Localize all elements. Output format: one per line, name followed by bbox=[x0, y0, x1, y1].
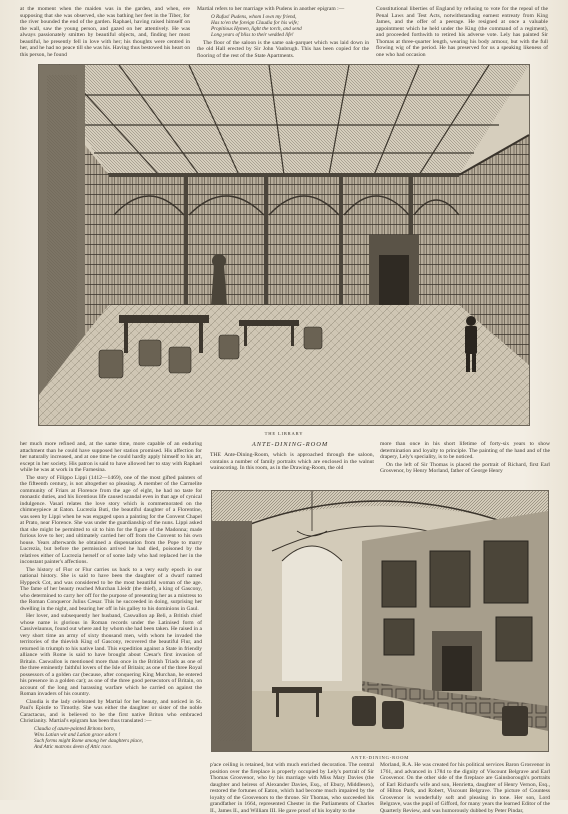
lely-portrait-para: p'ace ceiling is retained, but with much enriched decoration. The central position over the fireplace is properly occupied by Lely's portrait of Sir Thomas Grosvenor, who by his marriage with Miss Mary Davies (the daughter and heiress of Alexander Davies, Esq., of Ebury, Middlesex), restored the fortunes of Eaton, which had become much impaired by the loyalty of the Grosvenors to the throne. Sir Thomas, who succeeded his grandfather in 1664, represented Chester in the Parliaments of Charles II., James II., and William III. He gave proof of his loyalty to the bbox=[210, 762, 374, 814]
claudia-para: Claudia is the lady celebrated by Martial for her beauty, and noticed in St. Paul's Epistle to Timothy. She was either the daughter or sister of the noble Caractacus, and is believed to be the first native Briton who embraced Christianity. Martial's epigram has been thus translated :— bbox=[20, 698, 202, 724]
top-col2-para: The floor of the saloon is the same oak-parquet which was laid down in the old Hall erected by Sir John Vanbrugh. This has been copied for the flooring of the rest of the State Apartments. bbox=[197, 39, 369, 59]
ante-bottom-right-column bbox=[380, 762, 550, 814]
verse-line: Such forms might Rome among her daughters place, bbox=[34, 737, 143, 744]
lippi-para: The story of Filippo Lippi (1412—1469), one of the most gifted painters of the fifteenth century, is not altogether so pleasing. A member of the Carmelite community of Friars at Florence from the age of eight, he had no taste for monastic duties, and his licentious life caused scandal even in that age of cynical indulgence. Vasari relates the love story which is commemorated on the chimneypiece at Eaton. Lucrezia Buti, the beautiful daughter of a Florentine, was seen by Lippi when he was engaged upon a painting for the Convent Chapel at Prato, near Florence. She was under the guardianship of the nuns. Lippi asked that she might be permitted to sit to him for the figure of the Madonna; made furious love to her; and ultimately carried her off from the Convent to his own house. Years afterwards he obtained a dispensation from the Pope to marry Lucrezia, but before the permission arrived he had died, poisoned by the relatives either of Lucrezia herself or of some lady who had replaced her in the inconstant painter's affections. bbox=[20, 474, 202, 565]
top-column-1 bbox=[20, 6, 190, 60]
ante-right-column bbox=[380, 441, 550, 488]
library-caption: THE LIBRARY bbox=[264, 431, 304, 436]
verse-line: Wins Latian wit and Latian grace adorn ! bbox=[34, 731, 121, 738]
ante-caption: ANTE-DINING-ROOM bbox=[350, 755, 410, 760]
verse-line: Claudia of azure-painted Britons born, bbox=[34, 725, 115, 732]
library-engraving bbox=[38, 64, 530, 426]
ante-dining-illustration bbox=[212, 491, 548, 751]
section-heading: ANTE-DINING-ROOM bbox=[251, 441, 329, 448]
top-column-3 bbox=[376, 6, 548, 60]
top-col1-para: at the moment when the maiden was in the garden, and when, ere supposing that she was observed, she was bathing her feet in the Tiber, for the river bounded the end of the garden. Raphael, having raised himself on the wall, saw the young person, and gazed on her attentively. He was always passionately smitten by beautiful objects, and, finding her most beautiful, he presently fell in love with her; his thoughts were centred in her, and he had no peace till she was his. Having thus bestowed his heart on this person, he found bbox=[20, 6, 190, 58]
raphael-para: her much more refined and, at the same time, more capable of an enduring attachment than he could have supposed her station promised. His affection for her naturally increased, and at one time he could hardly apply himself to his art, except in her society. His patron is said to have allowed her to stay with Raphael while he was at work in the Farnesina. bbox=[20, 441, 202, 473]
caswallon-para: Her lover, and subsequently her husband, Caswallon ap Beli, a British chief whose name is glorious in Roman records under the Latinised form of Cassivelaunus, found out where and by whom she had been taken. He raised in a very short time an army of sixty thousand men, with whom he invaded the territories of the thievish King of Gascony, recovered the beautiful Flur, and returned in triumph to his native land. This expedition against a State in friendly alliance with Rome is said to have brought about Cæsar's first invasion of Britain. Caswallon is mentioned more than once in the British Triads as one of the three eminently faithful lovers of the Isle of Britain; as one of the three Royal possessors of a golden car (because, after conquering King Murchan, he entered his presence in a golden car); as one of the three good persecutors of Britain, on account of the long and harassing warfare which he carried on against the Roman invaders of his country. bbox=[20, 613, 202, 697]
claudia-epigram bbox=[34, 726, 202, 750]
lely-para: more than once in his short lifetime of forty-six years to show determination and loyalty to principle. The painting of the hand and of the drapery, Lely's speciality, is to be noticed. bbox=[380, 441, 550, 460]
top-col2-intro: Martial refers to her marriage with Pudens in another epigram :— bbox=[197, 6, 345, 12]
verse-line: Has to'en the foreign Claudia for his wife; bbox=[211, 19, 299, 26]
lower-left-column bbox=[20, 441, 202, 796]
top-column-2 bbox=[197, 6, 369, 60]
ante-bottom-left-column bbox=[210, 762, 374, 814]
ante-intro-para: THE Ante-Dining-Room, which is approached through the saloon, contains a number of family portraits which are enclosed in the walnut wainscoting. In this room, as in the Drawing-Room, the old bbox=[210, 452, 374, 471]
verse-line: Propitious Hymen, light the torch, and send bbox=[211, 25, 302, 32]
verse-line: And Attic matrons deem of Attic race. bbox=[34, 743, 112, 750]
verse-line: Long years of bliss to their wedded life! bbox=[211, 31, 294, 38]
verse-line: O Rufus! Pudens, whom I own my friend, bbox=[211, 13, 297, 20]
morland-para: Morland, R.A. He was created for his political services Baron Grosvenor in 1761, and advanced in 1784 to the dignity of Viscount Belgrave and Earl Grosvenor. On the other side of the fireplace are Gainsborough's portraits of Earl Richard's wife and son, Henrietta, daughter of Henry Vernon, Esq., of Hilton Park, and Robert, Viscount Belgrave. The picture of Countess Grosvenor is wonderfully soft and pleasing in tone. Her son, Lord Belgrave, was the pupil of Gifford, for many years the learned Editor of the Quarterly Review, and was humorously dubbed by Peter Pindar, bbox=[380, 762, 550, 814]
pudens-epigram bbox=[211, 14, 369, 38]
ante-intro-column bbox=[210, 452, 374, 488]
top-col3-para: Constitutional liberties of England by refusing to vote for the repeal of the Penal Laws and Test Acts, notwithstanding earnest entreaty from King James, and the offer of a peerage. He resigned at once a valuable appointment which he held under the King (the command of a regiment), and proceeded forthwith to retired his adverse vote. Lely has painted Sir Thomas at three-quarter length, wearing his body armour, but with the full flowing wig of the period. He has preserved for us a speaking likeness of one who had occasion bbox=[376, 6, 548, 58]
library-illustration bbox=[39, 65, 529, 425]
flur-para: The history of Flor or Flur carries us back to a very early epoch in our national history. She is said to have been the daughter of a dwarf named Hyppeck Cot, and was considered to be the most beautiful woman of the age. The fame of her beauty reached Murchan Lleidr (the thief), a king of Gascony, who determined to carry her off for the purpose of presenting her as a mistress to the Roman Conqueror Julius Cæsar. This he succeeded in doing, surprising her dwelling in the night, and bearing her off in his galley to his dominions in Gaul. bbox=[20, 566, 202, 612]
ante-dining-room-engraving bbox=[211, 490, 549, 752]
grosvenor-para: On the left of Sir Thomas is placed the portrait of Richard, first Earl Grosvenor, by Henry Morland, father of George Henry bbox=[380, 461, 550, 474]
